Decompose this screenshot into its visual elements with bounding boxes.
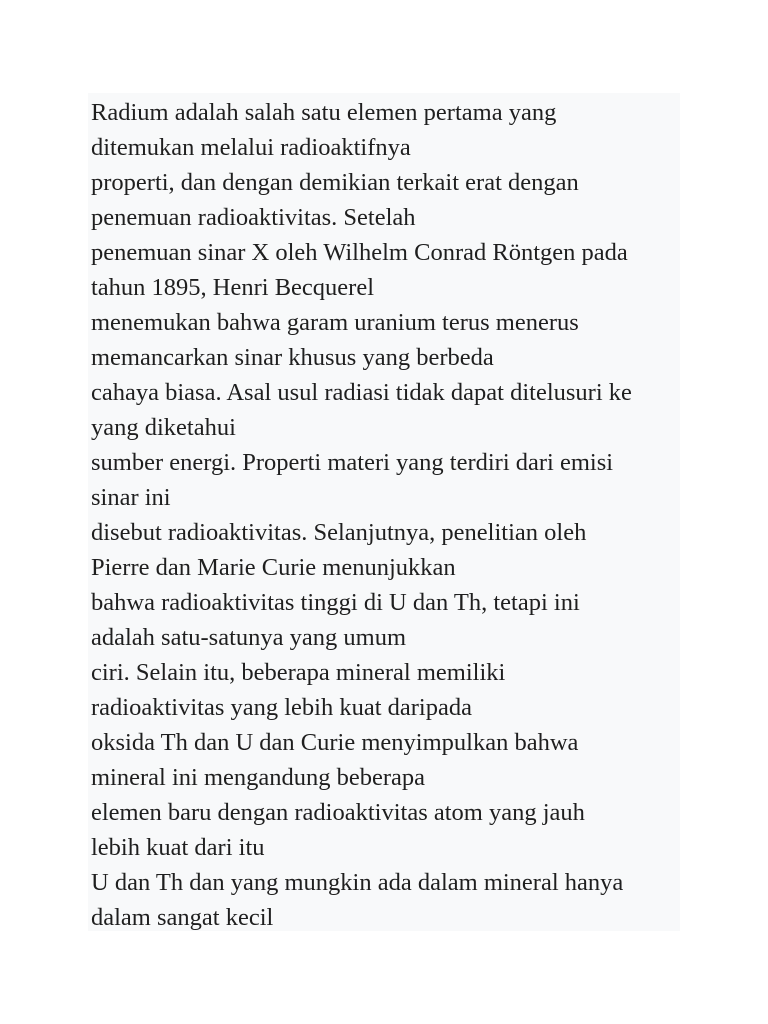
text-line: memancarkan sinar khusus yang berbeda	[91, 344, 494, 371]
text-line: oksida Th dan U dan Curie menyimpulkan bahwa	[91, 729, 579, 756]
text-line: radioaktivitas yang lebih kuat daripada	[91, 694, 472, 721]
text-line: yang diketahui	[91, 414, 236, 441]
text-line: adalah satu-satunya yang umum	[91, 624, 407, 651]
text-line: U dan Th dan yang mungkin ada dalam mineral hanya	[91, 869, 624, 896]
text-line: sumber energi. Properti materi yang terdiri dari emisi	[91, 449, 614, 476]
text-line: Pierre dan Marie Curie menunjukkan	[91, 554, 456, 581]
text-line: mineral ini mengandung beberapa	[91, 764, 426, 791]
text-line: ditemukan melalui radioaktifnya	[91, 134, 411, 161]
text-line: sinar ini	[91, 484, 171, 511]
text-line: disebut radioaktivitas. Selanjutnya, penelitian oleh	[91, 519, 587, 546]
text-line: ciri. Selain itu, beberapa mineral memiliki	[91, 659, 506, 686]
text-line: bahwa radioaktivitas tinggi di U dan Th, tetapi ini	[91, 589, 580, 616]
text-line: elemen baru dengan radioaktivitas atom yang jauh	[91, 799, 585, 826]
text-line: properti, dan dengan demikian terkait erat dengan	[91, 169, 579, 196]
text-line: tahun 1895, Henri Becquerel	[91, 274, 375, 301]
text-line: penemuan radioaktivitas. Setelah	[91, 204, 416, 231]
text-block	[88, 93, 680, 931]
text-line: lebih kuat dari itu	[91, 834, 265, 861]
text-line: dalam sangat kecil	[91, 904, 274, 931]
text-line: menemukan bahwa garam uranium terus menerus	[91, 309, 579, 336]
text-line: Radium adalah salah satu elemen pertama yang	[91, 99, 557, 126]
text-line: penemuan sinar X oleh Wilhelm Conrad Röntgen pada	[91, 239, 628, 266]
text-line: cahaya biasa. Asal usul radiasi tidak dapat ditelusuri ke	[91, 379, 632, 406]
